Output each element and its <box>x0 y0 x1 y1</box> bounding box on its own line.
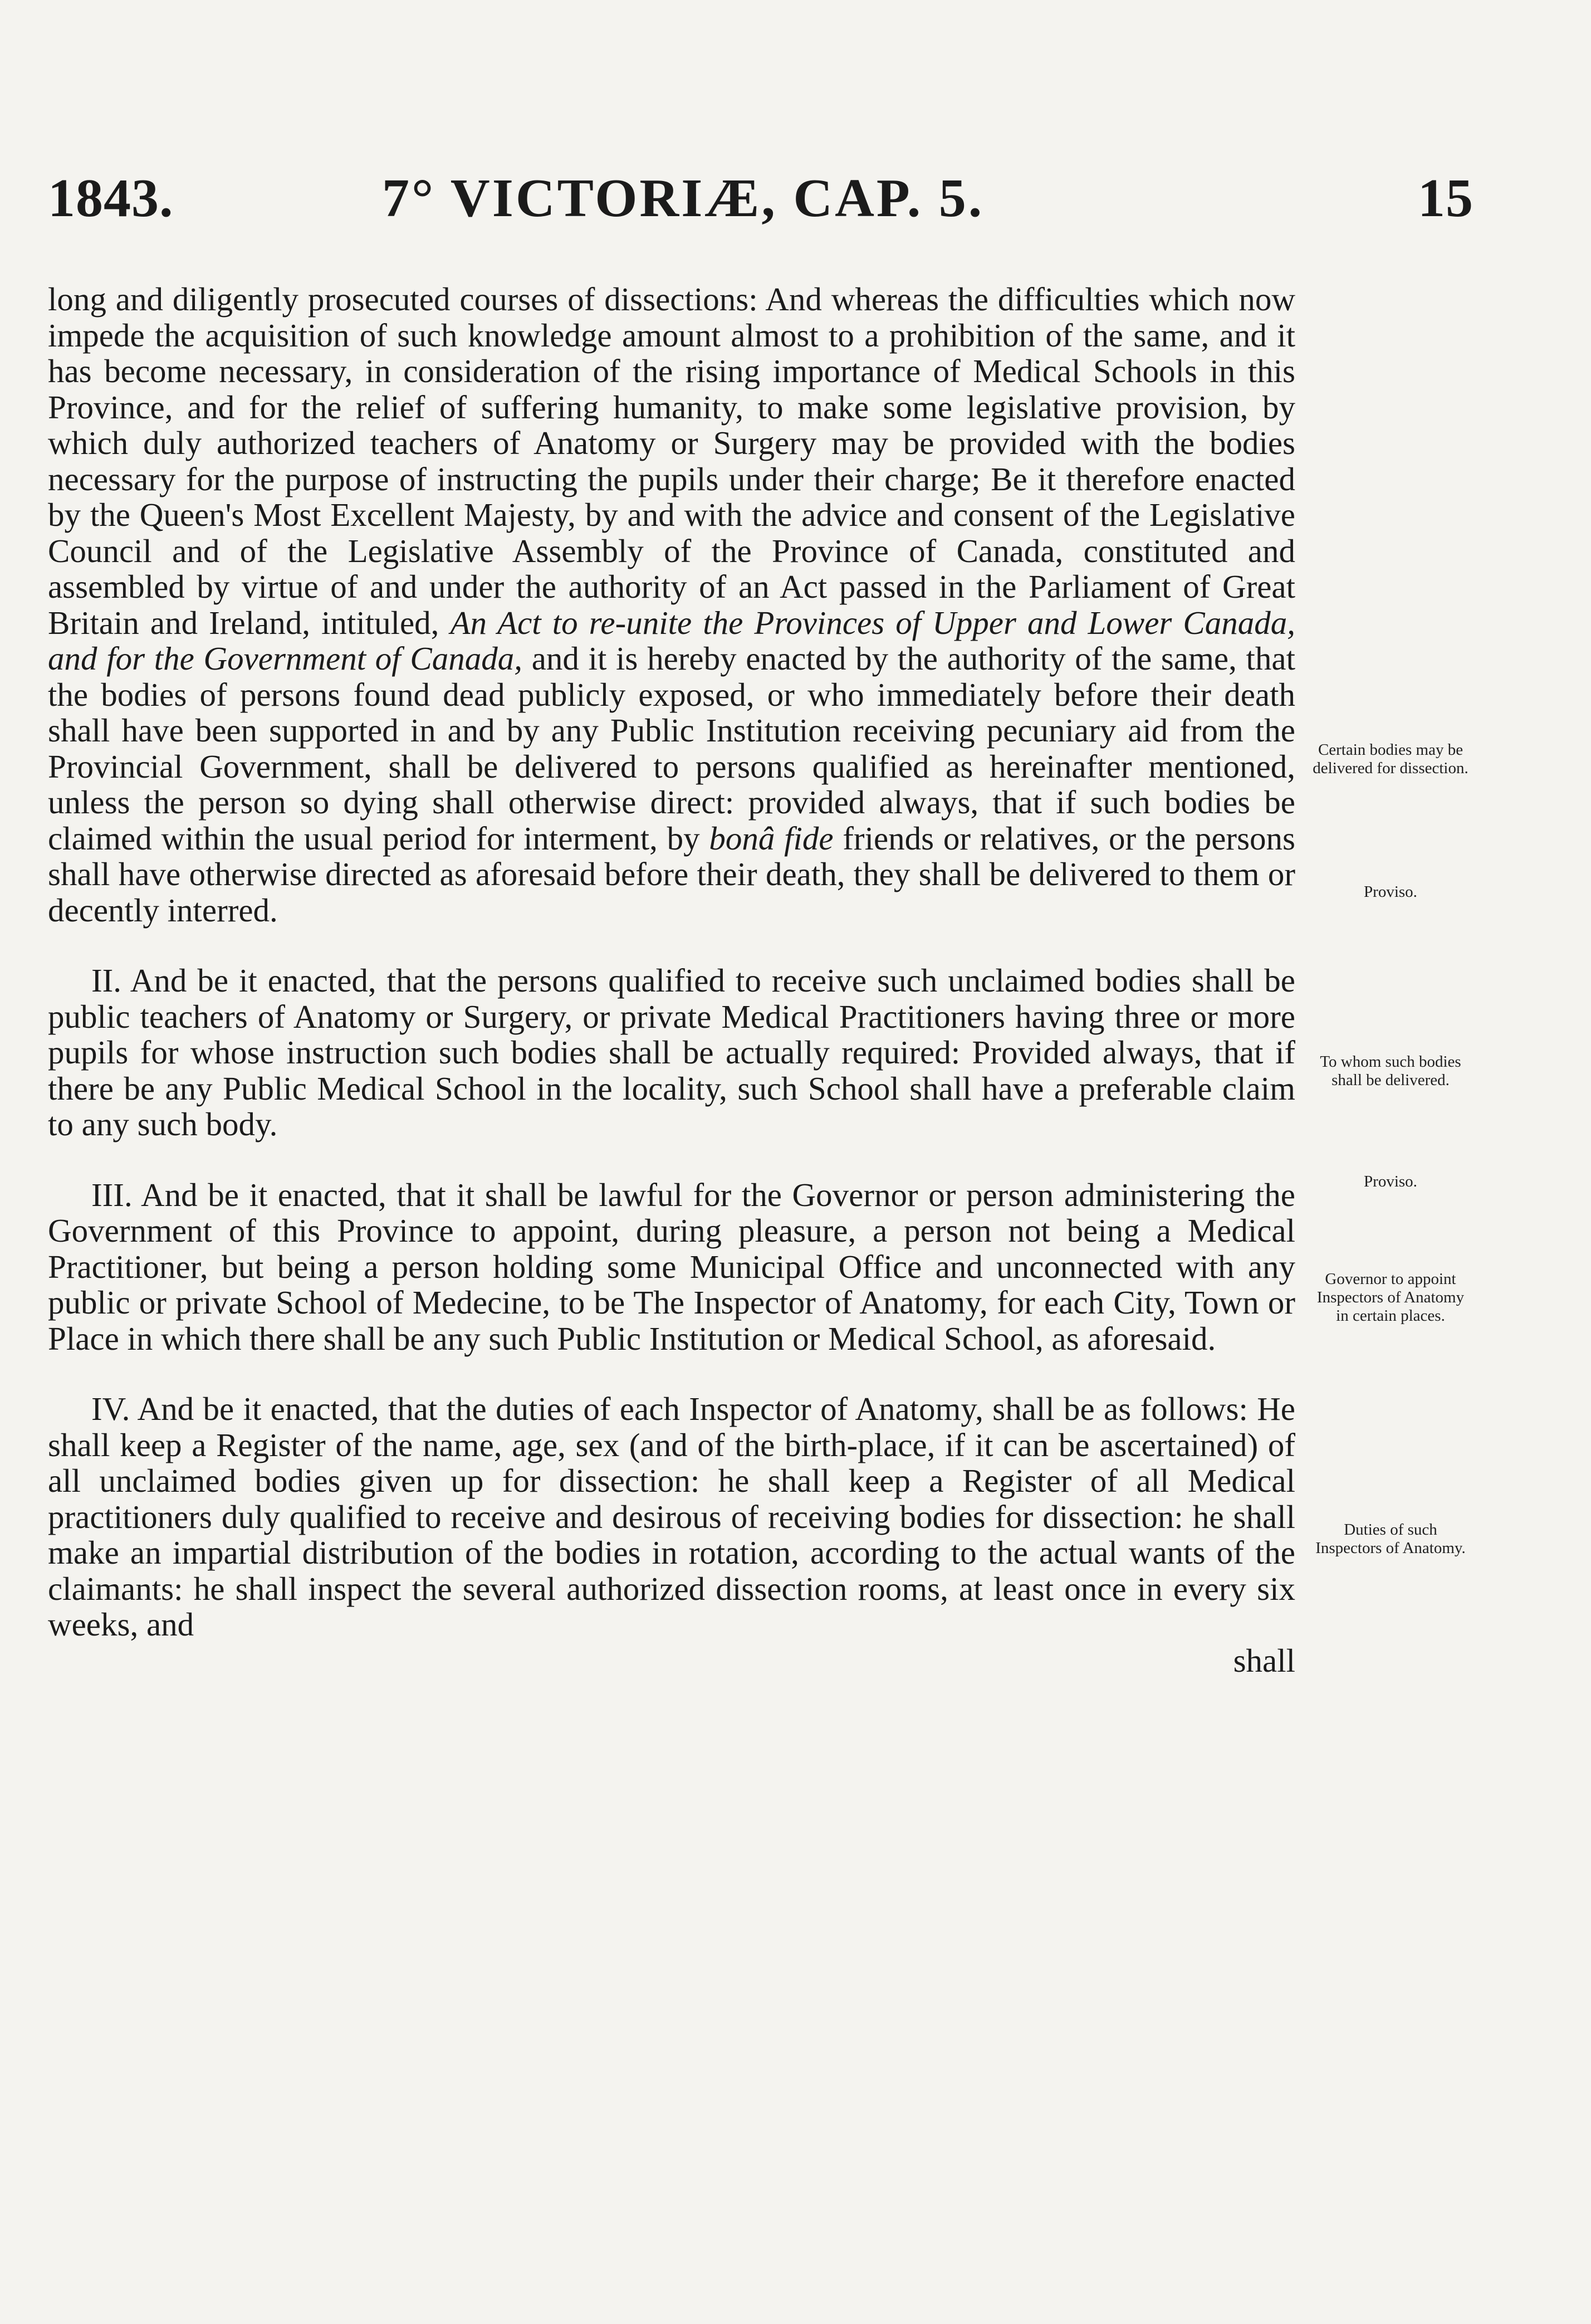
preamble-continued: and it is hereby enacted by the authority of the same, that the bodies of persons found dead publicly exposed, or who immediately before their death shall have been supported in and by any Public Institution receiving pecuniary aid from the Provincial Government, shall be delivered to persons qualified as hereinafter mentioned, unless the person so dying shall otherwise direct: provided always, that if such bodies be claimed within the usual period for interment, by <box>48 640 1295 857</box>
margin-note-proviso-2: Proviso. <box>1364 1173 1417 1190</box>
statute-text <box>48 281 1295 1678</box>
preamble-text: long and diligently prosecuted courses of dissections: And whereas the difficulties which now impede the acquisition of such knowledge amount almost to a prohibition of the same, and it has become necessary, in consideration of the rising importance of Medical Schools in this Province, and for the relief of suffering humanity, to make some legislative provision, by which duly authorized teachers of Anatomy or Surgery may be provided with the bodies necessary for the purpose of instructing the pupils under their charge; Be it therefore enacted by the Queen's Most Excellent Majesty, by and with the advice and consent of the Legislative Council and of the Legislative Assembly of the Province of Canada, constituted and assembled by virtue of and under the authority of an Act passed in the Parliament of Great Britain and Ireland, intituled, <box>48 281 1295 641</box>
act-title-italic: An Act to re-unite the Provinces of Upper and Lower Canada, and for the Government of Canada, <box>48 604 1295 677</box>
section-4-paragraph <box>48 1391 1295 1678</box>
margin-note-proviso: Proviso. <box>1364 883 1417 901</box>
preamble-paragraph <box>48 281 1295 928</box>
header-title: 7° VICTORIÆ, CAP. 5. <box>382 168 985 228</box>
section-4-text: IV. And be it enacted, that the duties of each Inspector of Anatomy, shall be as follows: He shall keep a Register of the name, age, sex (and of the birth-place, if it can be ascertained) of all unclaimed bodies given up for dissection: he shall keep a Register of all Medical practitioners duly qualified to receive and desirous of receiving bodies for dissection: he shall make an impartial distribution of the bodies in rotation, according to the actual wants of the claimants: he shall inspect the several authorized dissection rooms, at least once in every six weeks, and <box>48 1390 1295 1643</box>
margin-note-to-whom: To whom such bodies shall be delivered. <box>1320 1053 1461 1089</box>
catchword: shall <box>1233 1642 1295 1679</box>
section-2-paragraph: II. And be it enacted, that the persons qualified to receive such unclaimed bodies shall be public teachers of Anatomy or Surgery, or private Medical Practitioners having three or more pupils for whose instruction such bodies shall be actually required: Provided always, that if there be any Public Medical School in the locality, such School shall have a preferable claim to any such body. <box>48 962 1295 1143</box>
running-header <box>48 167 1473 228</box>
margin-note-certain-bodies: Certain bodies may be delivered for dissection. <box>1313 741 1468 777</box>
margin-note-governor: Governor to appoint Inspectors of Anatomy in certain places. <box>1316 1270 1465 1325</box>
margin-note-duties: Duties of such Inspectors of Anatomy. <box>1315 1521 1466 1557</box>
header-year: 1843. <box>48 168 174 228</box>
preamble-end: friends or relatives, or the persons shall have otherwise directed as aforesaid before their death, they shall be delivered to them or decently interred. <box>48 819 1295 929</box>
page-number: 15 <box>1418 168 1473 228</box>
section-3-paragraph: III. And be it enacted, that it shall be lawful for the Governor or person administering the Government of this Province to appoint, during pleasure, a person not being a Medical Practitioner, but being a person holding some Municipal Office and unconnected with any public or private School of Medecine, to be The Inspector of Anatomy, for each City, Town or Place in which there shall be any such Public Institution or Medical School, as aforesaid. <box>48 1176 1295 1357</box>
bona-fide-italic: bonâ fide <box>709 819 834 857</box>
